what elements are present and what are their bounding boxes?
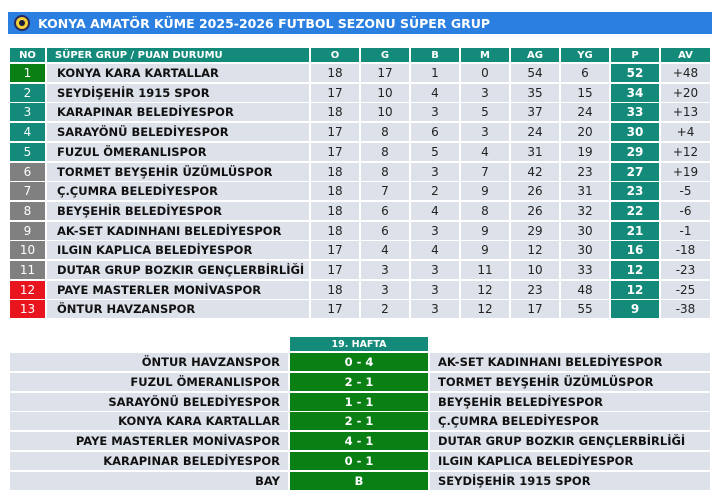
header-col-goals-for: AG xyxy=(511,48,559,62)
rank-badge: 4 xyxy=(10,123,45,141)
stat-goals-against: 30 xyxy=(561,241,609,259)
stat-goals-against: 15 xyxy=(561,84,609,102)
stat-points: 16 xyxy=(611,241,659,259)
rank-badge: 3 xyxy=(10,103,45,121)
stat-drawn: 3 xyxy=(411,103,459,121)
stat-points: 12 xyxy=(611,281,659,299)
match-score: 2 - 1 xyxy=(290,412,428,430)
match-score: B xyxy=(290,472,428,490)
team-name: AK-SET KADINHANI BELEDİYESPOR xyxy=(47,222,309,240)
rank-badge: 13 xyxy=(10,300,45,318)
stat-played: 17 xyxy=(311,241,359,259)
stat-goals-for: 26 xyxy=(511,202,559,220)
header-col-won: G xyxy=(361,48,409,62)
stat-drawn: 2 xyxy=(411,182,459,200)
stat-won: 10 xyxy=(361,84,409,102)
stat-points: 34 xyxy=(611,84,659,102)
stat-goals-against: 55 xyxy=(561,300,609,318)
stat-goals-for: 17 xyxy=(511,300,559,318)
stat-goal-diff: +48 xyxy=(661,64,710,82)
rank-badge: 8 xyxy=(10,202,45,220)
stat-goals-against: 32 xyxy=(561,202,609,220)
stat-won: 10 xyxy=(361,103,409,121)
stat-played: 18 xyxy=(311,182,359,200)
stat-lost: 5 xyxy=(461,103,509,121)
stat-won: 3 xyxy=(361,261,409,279)
stat-drawn: 4 xyxy=(411,241,459,259)
home-team: KONYA KARA KARTALLAR xyxy=(10,412,288,430)
stat-lost: 7 xyxy=(461,163,509,181)
away-team: BEYŞEHİR BELEDİYESPOR xyxy=(430,393,710,411)
stat-drawn: 4 xyxy=(411,84,459,102)
header-col-goals-against: YG xyxy=(561,48,609,62)
match-score: 0 - 1 xyxy=(290,452,428,470)
stat-points: 12 xyxy=(611,261,659,279)
stat-won: 6 xyxy=(361,222,409,240)
stat-drawn: 3 xyxy=(411,261,459,279)
stat-won: 8 xyxy=(361,143,409,161)
rank-badge: 2 xyxy=(10,84,45,102)
stat-goals-against: 30 xyxy=(561,222,609,240)
stat-played: 18 xyxy=(311,103,359,121)
team-name: SARAYÖNÜ BELEDİYESPOR xyxy=(47,123,309,141)
stat-lost: 11 xyxy=(461,261,509,279)
stat-points: 33 xyxy=(611,103,659,121)
team-name: DUTAR GRUP BOZKIR GENÇLERBİRLİĞİ xyxy=(47,261,309,279)
stat-goals-for: 31 xyxy=(511,143,559,161)
team-name: ÖNTUR HAVZANSPOR xyxy=(47,300,309,318)
stat-drawn: 6 xyxy=(411,123,459,141)
stat-goals-against: 33 xyxy=(561,261,609,279)
team-name: PAYE MASTERLER MONİVASPOR xyxy=(47,281,309,299)
away-team: Ç.ÇUMRA BELEDİYESPOR xyxy=(430,412,710,430)
page-title: KONYA AMATÖR KÜME 2025-2026 FUTBOL SEZONU SÜPER GRUP xyxy=(38,15,491,31)
week-label: 19. HAFTA xyxy=(290,337,428,351)
stat-goal-diff: -25 xyxy=(661,281,710,299)
stat-lost: 4 xyxy=(461,143,509,161)
stat-points: 29 xyxy=(611,143,659,161)
stat-won: 3 xyxy=(361,281,409,299)
stat-goal-diff: +13 xyxy=(661,103,710,121)
stat-goals-for: 37 xyxy=(511,103,559,121)
stat-goal-diff: -23 xyxy=(661,261,710,279)
stat-played: 18 xyxy=(311,163,359,181)
match-score: 4 - 1 xyxy=(290,432,428,450)
home-team: SARAYÖNÜ BELEDİYESPOR xyxy=(10,393,288,411)
stat-points: 52 xyxy=(611,64,659,82)
home-team: FUZUL ÖMERANLISPOR xyxy=(10,373,288,391)
stat-drawn: 5 xyxy=(411,143,459,161)
stat-played: 18 xyxy=(311,281,359,299)
home-team: PAYE MASTERLER MONİVASPOR xyxy=(10,432,288,450)
stat-won: 7 xyxy=(361,182,409,200)
stat-lost: 9 xyxy=(461,241,509,259)
stat-lost: 9 xyxy=(461,222,509,240)
home-team: BAY xyxy=(10,472,288,490)
stat-goals-against: 23 xyxy=(561,163,609,181)
stat-lost: 3 xyxy=(461,84,509,102)
stat-lost: 3 xyxy=(461,123,509,141)
stat-goal-diff: -18 xyxy=(661,241,710,259)
stat-played: 17 xyxy=(311,143,359,161)
away-team: DUTAR GRUP BOZKIR GENÇLERBİRLİĞİ xyxy=(430,432,710,450)
stat-goals-against: 19 xyxy=(561,143,609,161)
stat-goals-for: 26 xyxy=(511,182,559,200)
stat-goals-for: 12 xyxy=(511,241,559,259)
header-col-drawn: B xyxy=(411,48,459,62)
stat-points: 30 xyxy=(611,123,659,141)
stat-goals-for: 35 xyxy=(511,84,559,102)
stat-drawn: 3 xyxy=(411,281,459,299)
match-score: 1 - 1 xyxy=(290,393,428,411)
away-team: SEYDİŞEHİR 1915 SPOR xyxy=(430,472,710,490)
stat-goals-for: 23 xyxy=(511,281,559,299)
stat-goals-against: 48 xyxy=(561,281,609,299)
stat-played: 18 xyxy=(311,202,359,220)
stat-lost: 12 xyxy=(461,300,509,318)
rank-badge: 12 xyxy=(10,281,45,299)
team-name: ILGIN KAPLICA BELEDİYESPOR xyxy=(47,241,309,259)
stat-points: 23 xyxy=(611,182,659,200)
stat-goal-diff: -6 xyxy=(661,202,710,220)
stat-goals-for: 10 xyxy=(511,261,559,279)
stat-played: 17 xyxy=(311,84,359,102)
stat-goals-for: 29 xyxy=(511,222,559,240)
rank-badge: 11 xyxy=(10,261,45,279)
stat-goal-diff: -5 xyxy=(661,182,710,200)
stat-won: 8 xyxy=(361,123,409,141)
stat-points: 21 xyxy=(611,222,659,240)
stat-played: 18 xyxy=(311,64,359,82)
rank-badge: 7 xyxy=(10,182,45,200)
stat-goals-against: 31 xyxy=(561,182,609,200)
header-col-goal-diff: AV xyxy=(661,48,710,62)
rank-badge: 10 xyxy=(10,241,45,259)
title-bar xyxy=(8,12,712,34)
stat-won: 2 xyxy=(361,300,409,318)
stat-won: 6 xyxy=(361,202,409,220)
stat-won: 4 xyxy=(361,241,409,259)
stat-goals-for: 54 xyxy=(511,64,559,82)
stat-played: 18 xyxy=(311,222,359,240)
stat-goals-for: 24 xyxy=(511,123,559,141)
home-team: ÖNTUR HAVZANSPOR xyxy=(10,353,288,371)
stat-drawn: 1 xyxy=(411,64,459,82)
stat-goal-diff: +4 xyxy=(661,123,710,141)
stat-goal-diff: +12 xyxy=(661,143,710,161)
stat-goal-diff: +19 xyxy=(661,163,710,181)
rank-badge: 9 xyxy=(10,222,45,240)
away-team: TORMET BEYŞEHİR ÜZÜMLÜSPOR xyxy=(430,373,710,391)
stat-lost: 0 xyxy=(461,64,509,82)
stat-goal-diff: -1 xyxy=(661,222,710,240)
team-name: KARAPINAR BELEDİYESPOR xyxy=(47,103,309,121)
stat-drawn: 3 xyxy=(411,300,459,318)
home-team: KARAPINAR BELEDİYESPOR xyxy=(10,452,288,470)
federation-logo-icon xyxy=(14,15,30,31)
stat-goals-against: 20 xyxy=(561,123,609,141)
match-score: 2 - 1 xyxy=(290,373,428,391)
stat-drawn: 3 xyxy=(411,222,459,240)
stat-lost: 12 xyxy=(461,281,509,299)
rank-badge: 6 xyxy=(10,163,45,181)
team-name: SEYDİŞEHİR 1915 SPOR xyxy=(47,84,309,102)
stat-drawn: 4 xyxy=(411,202,459,220)
match-score: 0 - 4 xyxy=(290,353,428,371)
stat-won: 8 xyxy=(361,163,409,181)
team-name: KONYA KARA KARTALLAR xyxy=(47,64,309,82)
stat-goal-diff: -38 xyxy=(661,300,710,318)
away-team: ILGIN KAPLICA BELEDİYESPOR xyxy=(430,452,710,470)
rank-badge: 5 xyxy=(10,143,45,161)
stat-played: 17 xyxy=(311,123,359,141)
stat-drawn: 3 xyxy=(411,163,459,181)
team-name: BEYŞEHİR BELEDİYESPOR xyxy=(47,202,309,220)
stat-played: 17 xyxy=(311,300,359,318)
away-team: AK-SET KADINHANI BELEDİYESPOR xyxy=(430,353,710,371)
stat-points: 9 xyxy=(611,300,659,318)
header-col-team: SÜPER GRUP / PUAN DURUMU xyxy=(47,48,309,62)
stat-goals-against: 6 xyxy=(561,64,609,82)
stat-points: 22 xyxy=(611,202,659,220)
header-col-lost: M xyxy=(461,48,509,62)
team-name: TORMET BEYŞEHİR ÜZÜMLÜSPOR xyxy=(47,163,309,181)
stat-goal-diff: +20 xyxy=(661,84,710,102)
rank-badge: 1 xyxy=(10,64,45,82)
header-col-points: P xyxy=(611,48,659,62)
stat-goals-against: 24 xyxy=(561,103,609,121)
stat-goals-for: 42 xyxy=(511,163,559,181)
stat-points: 27 xyxy=(611,163,659,181)
header-col-played: O xyxy=(311,48,359,62)
stat-played: 17 xyxy=(311,261,359,279)
team-name: Ç.ÇUMRA BELEDİYESPOR xyxy=(47,182,309,200)
header-col-no: NO xyxy=(10,48,45,62)
stat-lost: 8 xyxy=(461,202,509,220)
stat-lost: 9 xyxy=(461,182,509,200)
stat-won: 17 xyxy=(361,64,409,82)
team-name: FUZUL ÖMERANLISPOR xyxy=(47,143,309,161)
